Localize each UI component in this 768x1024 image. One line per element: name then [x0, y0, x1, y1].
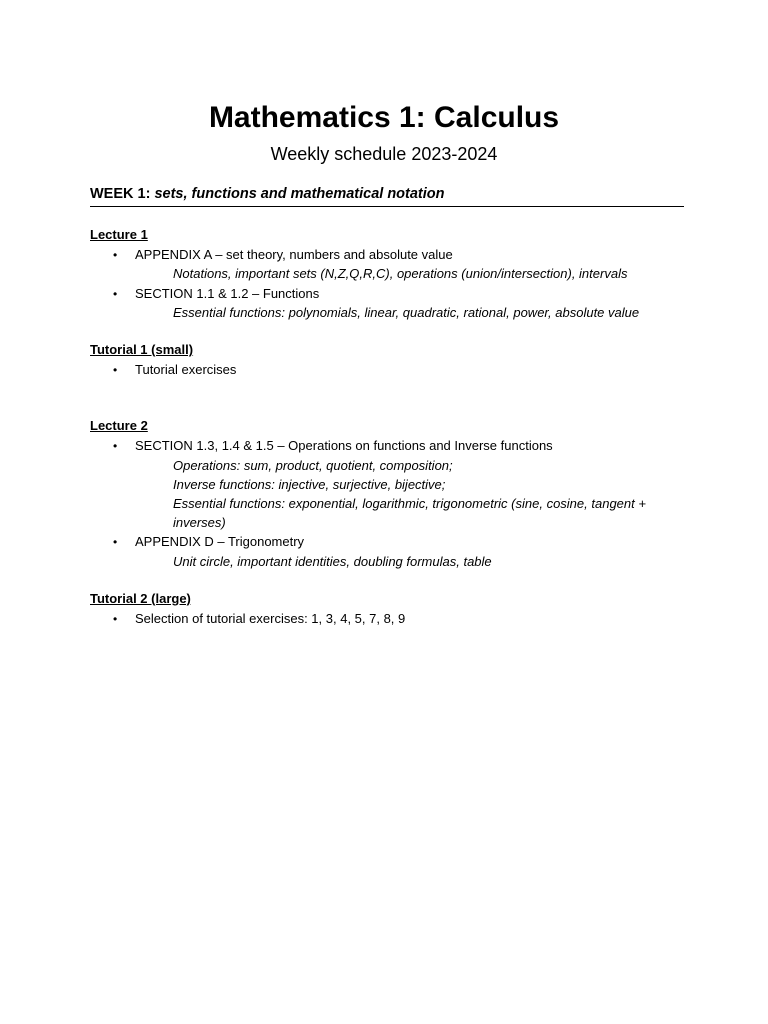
week-topic: sets, functions and mathematical notation [154, 186, 445, 202]
bullet-icon: • [113, 535, 118, 549]
week-label: WEEK 1: [90, 186, 151, 202]
list-item-text: Tutorial exercises [135, 362, 237, 377]
bullet-icon: • [113, 363, 118, 377]
bullet-icon: • [113, 612, 118, 626]
list-item-text: APPENDIX D – Trigonometry [135, 534, 305, 549]
list-item-detail: Inverse functions: injective, surjective, bijective; [173, 477, 446, 492]
document-subtitle: Weekly schedule 2023-2024 [270, 144, 498, 164]
bullet-icon: • [113, 439, 118, 453]
bullet-icon: • [113, 287, 118, 301]
lecture-2-heading: Lecture 2 [90, 418, 148, 433]
document-title: Mathematics 1: Calculus [208, 101, 560, 134]
tutorial-2-heading: Tutorial 2 (large) [90, 591, 191, 606]
tutorial-1-heading: Tutorial 1 (small) [90, 342, 194, 357]
list-item-text: SECTION 1.1 & 1.2 – Functions [135, 286, 320, 301]
list-item-detail: Operations: sum, product, quotient, composition; [173, 458, 453, 473]
list-item-text: APPENDIX A – set theory, numbers and absolute value [135, 247, 453, 262]
list-item-detail: Essential functions: polynomials, linear, quadratic, rational, power, absolute value [173, 305, 640, 320]
lecture-1-heading: Lecture 1 [90, 227, 148, 242]
list-item-text: Selection of tutorial exercises: 1, 3, 4, 5, 7, 8, 9 [135, 611, 406, 626]
list-item-detail: Essential functions: exponential, logarithmic, trigonometric (sine, cosine, tangent + inverses) [173, 496, 646, 530]
list-item-text: SECTION 1.3, 1.4 & 1.5 – Operations on functions and Inverse functions [135, 438, 553, 453]
bullet-icon: • [113, 248, 118, 262]
list-item-detail: Notations, important sets (N,Z,Q,R,C), operations (union/intersection), intervals [173, 266, 628, 281]
week-heading [90, 184, 684, 207]
list-item-detail: Unit circle, important identities, doubling formulas, table [173, 554, 492, 569]
